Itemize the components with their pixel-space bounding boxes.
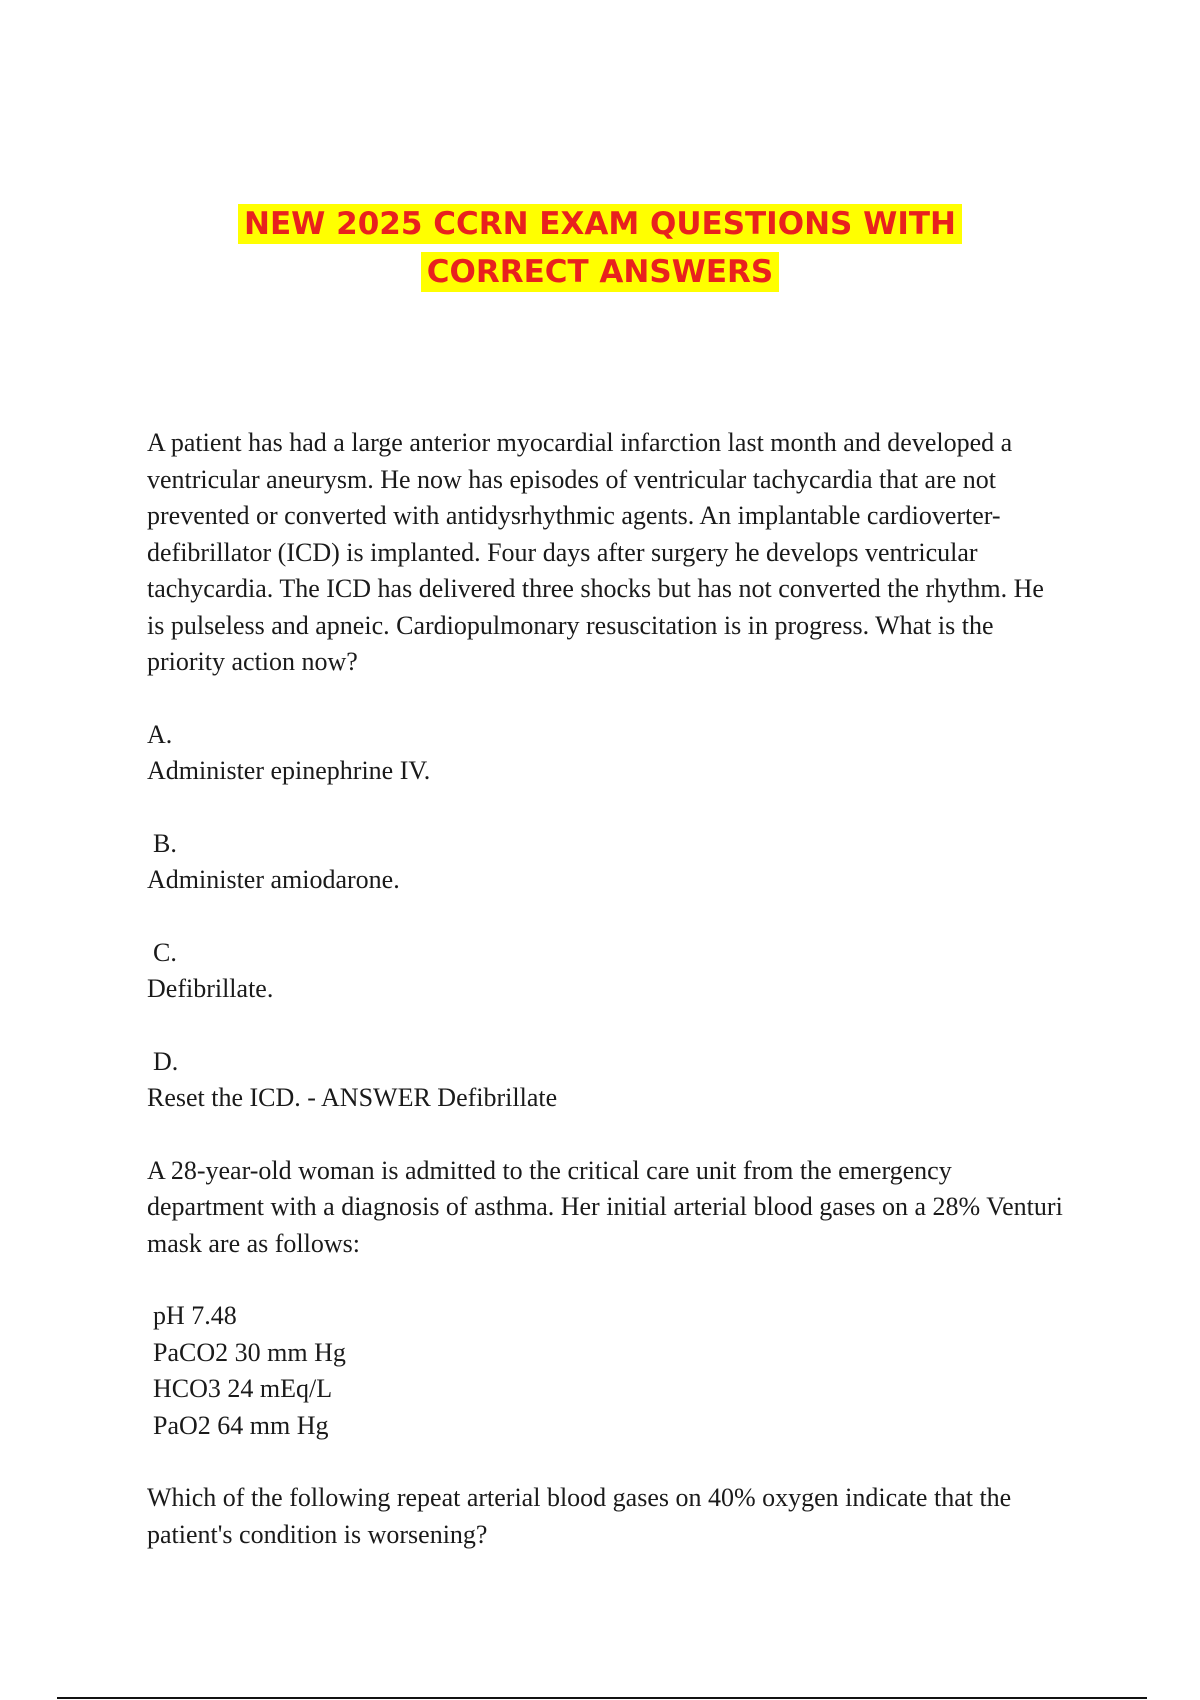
option-b-text: Administer amiodarone. xyxy=(147,865,400,894)
abg-values-list xyxy=(153,1298,1067,1444)
option-c-text: Defibrillate. xyxy=(147,974,274,1003)
option-c-letter: C. xyxy=(153,937,177,967)
document-body xyxy=(147,425,1067,1553)
option-d-letter: D. xyxy=(153,1046,179,1076)
option-d xyxy=(147,1044,1067,1117)
question-2-stem: A 28-year-old woman is admitted to the critical care unit from the emergency department with a diagnosis of asthma. Her initial arterial blood gases on a 28% Venturi mask are as follows: xyxy=(147,1155,1063,1258)
option-c xyxy=(147,935,1067,1008)
title-line-2: CORRECT ANSWERS xyxy=(421,252,780,292)
title-line-1: NEW 2025 CCRN EXAM QUESTIONS WITH xyxy=(238,204,962,244)
option-d-text-with-answer: Reset the ICD. - ANSWER Defibrillate xyxy=(147,1083,558,1112)
option-a-letter: A. xyxy=(147,719,173,749)
bottom-divider xyxy=(57,1697,1147,1699)
abg-hco3: HCO3 24 mEq/L xyxy=(153,1374,333,1403)
abg-ph: pH 7.48 xyxy=(153,1301,237,1330)
option-b xyxy=(147,826,1067,899)
abg-pao2: PaO2 64 mm Hg xyxy=(153,1410,329,1440)
option-a xyxy=(147,717,1067,790)
question-2-prompt: Which of the following repeat arterial blood gases on 40% oxygen indicate that the patient's condition is worsening? xyxy=(147,1483,1012,1549)
option-b-letter: B. xyxy=(153,828,177,858)
document-title xyxy=(0,200,1200,296)
option-a-text: Administer epinephrine IV. xyxy=(147,756,431,785)
question-1-stem: A patient has had a large anterior myocardial infarction last month and developed a ventricular aneurysm. He now has episodes of ventricular tachycardia that are not prevented or converted with antidysrhythmic agents. An implantable cardioverter-defibrillator (ICD) is implanted. Four days after surgery he develops ventricular tachycardia. The ICD has delivered three shocks but has not converted the rhythm. He is pulseless and apneic. Cardiopulmonary resuscitation is in progress. What is the priority action now? xyxy=(147,428,1044,676)
abg-paco2: PaCO2 30 mm Hg xyxy=(153,1337,346,1367)
